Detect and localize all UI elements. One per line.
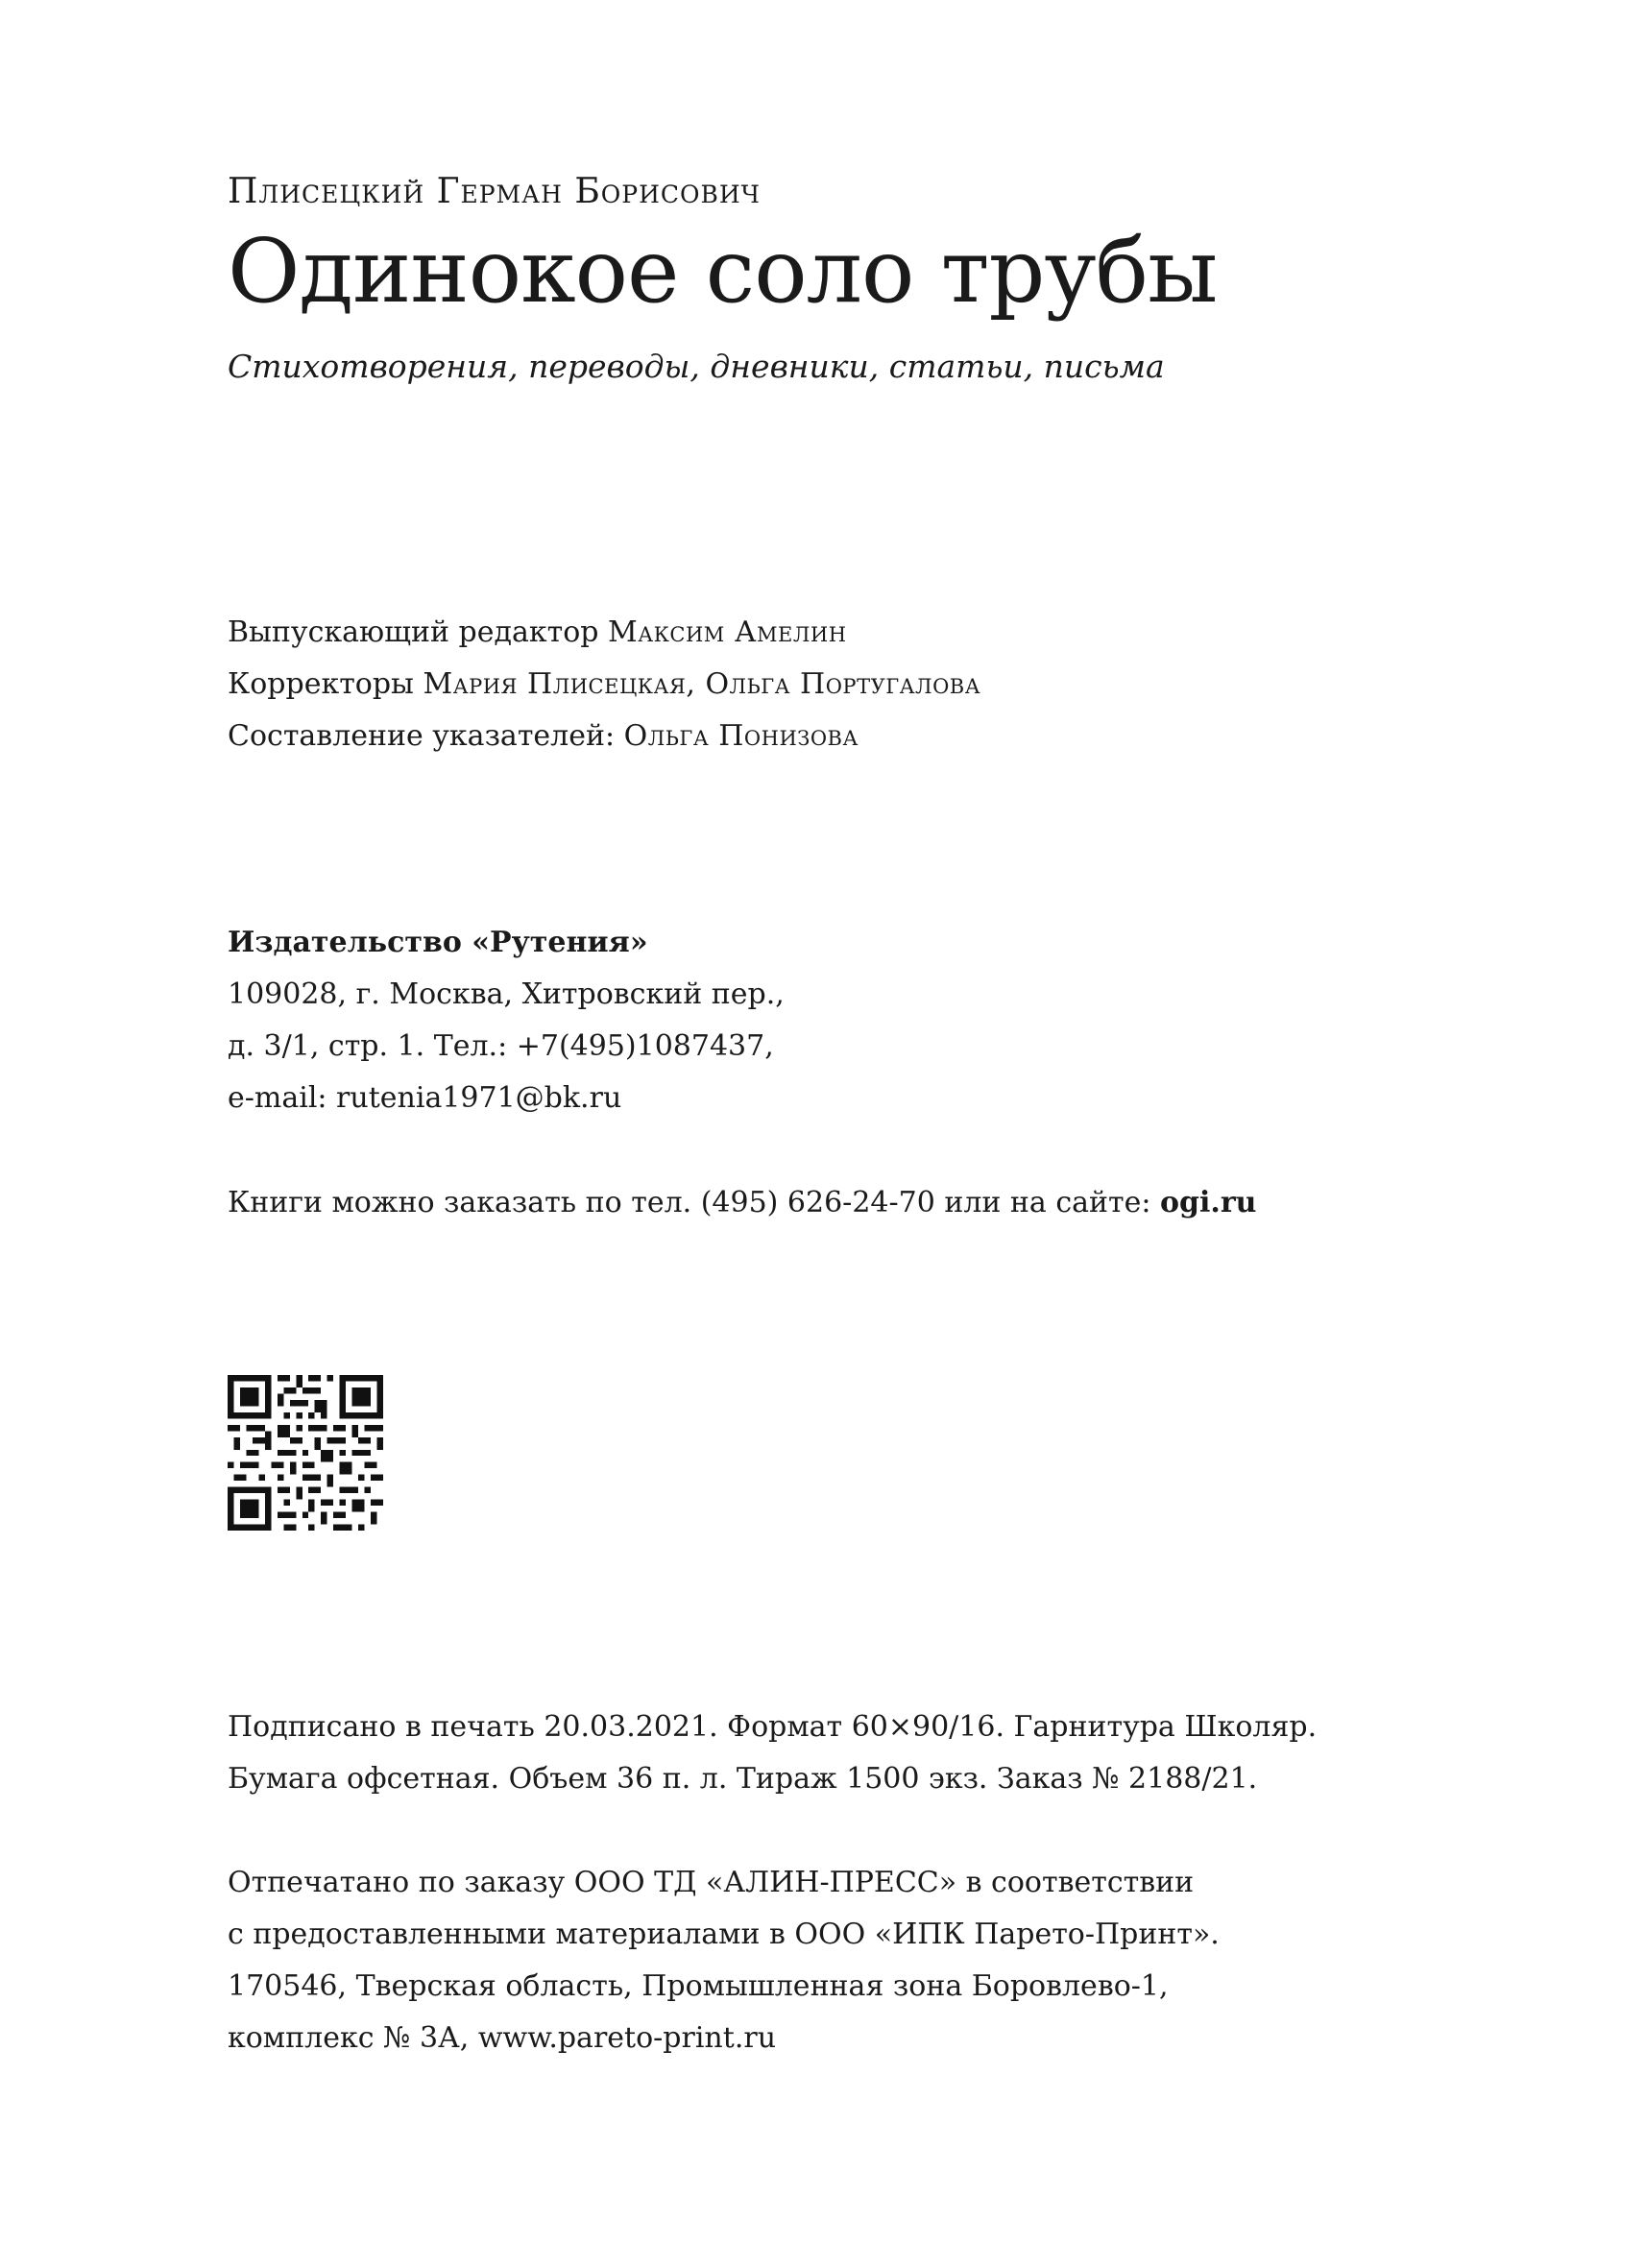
qr-code-icon (228, 1375, 383, 1531)
editor-line (228, 607, 980, 659)
publisher-email: e-mail: rutenia1971@bk.ru (228, 1081, 622, 1115)
print-imprint (228, 1701, 1317, 1805)
imprint-line-1: Подписано в печать 20.03.2021. Формат 60×90/16. Гарнитура Школяр. (228, 1710, 1318, 1744)
index-role: Составление указателей: (228, 719, 616, 753)
author-name: Плисецкий Герман Борисович (228, 172, 762, 211)
index-line (228, 711, 980, 762)
qr-code-graphic (228, 1375, 383, 1531)
proofreaders-role: Корректоры (228, 667, 414, 701)
publisher-address-line2: д. 3/1, стр. 1. Тел.: +7(495)1087437, (228, 1029, 774, 1063)
editor-name: Максим Амелин (608, 615, 847, 649)
order-info (228, 1177, 1256, 1229)
credits-section (228, 607, 980, 762)
order-site-link[interactable]: ogi.ru (1160, 1186, 1257, 1219)
book-subtitle: Стихотворения, переводы, дневники, статьи, письма (228, 348, 1165, 385)
printer-line-1: Отпечатано по заказу ООО ТД «АЛИН-ПРЕСС» в соответствии (228, 1866, 1195, 1899)
printer-line-4: комплекс № 3А, www.pareto-print.ru (228, 2021, 777, 2055)
order-text: Книги можно заказать по тел. (495) 626-24-70 или на сайте: (228, 1186, 1151, 1219)
printer-info (228, 1857, 1220, 2064)
printer-line-2: с предоставленными материалами в ООО «ИПК Парето-Принт». (228, 1918, 1220, 1951)
index-name: Ольга Понизова (623, 719, 859, 753)
imprint-line-2: Бумага офсетная. Объем 36 п. л. Тираж 1500 экз. Заказ № 2188/21. (228, 1762, 1258, 1796)
book-title: Одинокое соло трубы (228, 220, 1218, 323)
publisher-name: Издательство «Рутения» (228, 926, 648, 959)
printer-line-3: 170546, Тверская область, Промышленная зона Боровлево-1, (228, 1969, 1169, 2003)
publisher-section (228, 917, 785, 1124)
editor-role: Выпускающий редактор (228, 615, 599, 649)
publisher-address-line1: 109028, г. Москва, Хитровский пер., (228, 977, 785, 1011)
proofreaders-line (228, 659, 980, 711)
proofreaders-names: Мария Плисецкая, Ольга Португалова (423, 667, 981, 701)
